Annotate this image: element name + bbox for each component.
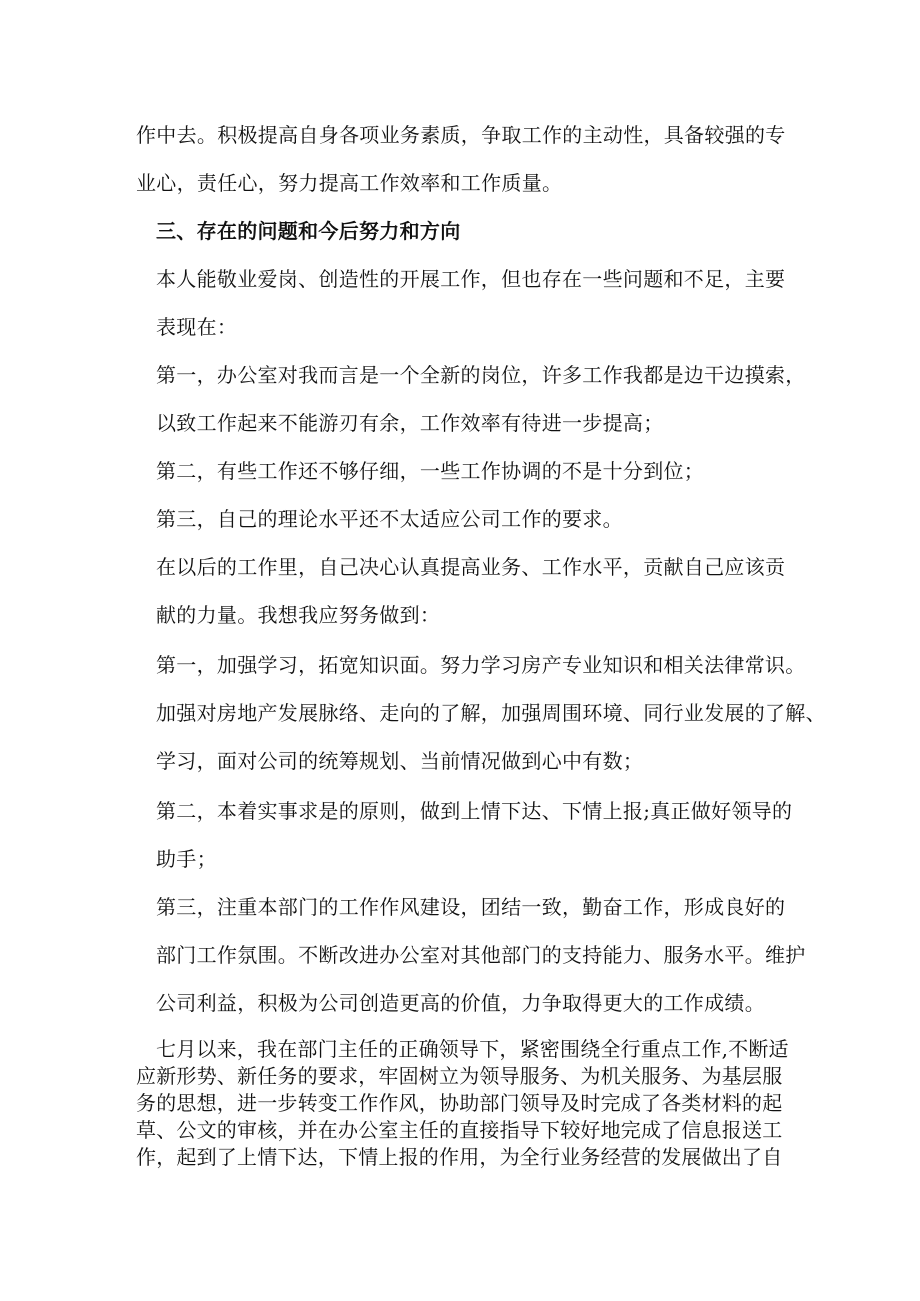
heading-text: 三、存在的问题和今后努力和方向 xyxy=(156,219,461,243)
text-line: 部门工作氛围。不断改进办公室对其他部门的支持能力、服务水平。维护 xyxy=(156,943,806,967)
text-line: 第二，本着实事求是的原则，做到上情下达、下情上报;真正做好领导的 xyxy=(156,799,793,823)
text-line: 作，起到了上情下达，下情上报的作用，为全行业务经营的发展做出了自 xyxy=(136,1145,783,1169)
paragraph-future-intro xyxy=(136,543,804,639)
section-heading-problems xyxy=(136,207,804,255)
paragraph-work-quality xyxy=(136,111,804,207)
text-line: 第一，办公室对我而言是一个全新的岗位，许多工作我都是边干边摸索， xyxy=(156,363,806,387)
text-line: 加强对房地产发展脉络、走向的了解，加强周围环境、同行业发展的了解、 xyxy=(156,701,826,725)
text-line: 公司利益，积极为公司创造更高的价值，力争取得更大的工作成绩。 xyxy=(156,991,765,1015)
text-line: 学习，面对公司的统筹规划、当前情况做到心中有数； xyxy=(156,749,644,773)
text-line: 表现在： xyxy=(156,315,238,339)
text-line: 第三，注重本部门的工作作风建设，团结一致，勤奋工作，形成良好的 xyxy=(156,895,786,919)
text-line: 草、公文的审核，并在办公室主任的直接指导下较好地完成了信息报送工 xyxy=(136,1118,783,1142)
text-line: 助手； xyxy=(156,847,217,871)
text-line: 献的力量。我想我应努务做到： xyxy=(156,603,441,627)
text-line: 第三，自己的理论水平还不太适应公司工作的要求。 xyxy=(156,507,623,531)
text-line: 第二，有些工作还不够仔细，一些工作协调的不是十分到位； xyxy=(156,459,705,483)
text-line: 业心，责任心，努力提高工作效率和工作质量。 xyxy=(136,171,563,195)
paragraph-plan-second xyxy=(136,787,804,883)
text-line: 七月以来，我在部门主任的正确领导下，紧密围绕全行重点工作,不断适 xyxy=(156,1037,789,1061)
paragraph-problem-second xyxy=(136,447,804,495)
text-line: 在以后的工作里，自己决心认真提高业务、工作水平，贡献自己应该贡 xyxy=(156,555,786,579)
paragraph-july-summary xyxy=(136,1036,804,1171)
text-line: 第一，加强学习，拓宽知识面。努力学习房产专业知识和相关法律常识。 xyxy=(156,653,806,677)
text-line: 务的思想，进一步转变工作作风，协助部门领导及时完成了各类材料的起 xyxy=(136,1091,783,1115)
text-line: 以致工作起来不能游刃有余，工作效率有待进一步提高； xyxy=(156,411,664,435)
paragraph-problem-third xyxy=(136,495,804,543)
paragraph-problem-first xyxy=(136,351,804,447)
paragraph-plan-first xyxy=(136,641,826,785)
text-line: 应新形势、新任务的要求，牢固树立为领导服务、为机关服务、为基层服 xyxy=(136,1064,783,1088)
text-line: 本人能敬业爱岗、创造性的开展工作，但也存在一些问题和不足，主要 xyxy=(156,267,786,291)
paragraph-plan-third xyxy=(136,883,804,1027)
paragraph-problems-intro xyxy=(136,255,804,351)
text-line: 作中去。积极提高自身各项业务素质，争取工作的主动性，具备较强的专 xyxy=(136,123,786,147)
